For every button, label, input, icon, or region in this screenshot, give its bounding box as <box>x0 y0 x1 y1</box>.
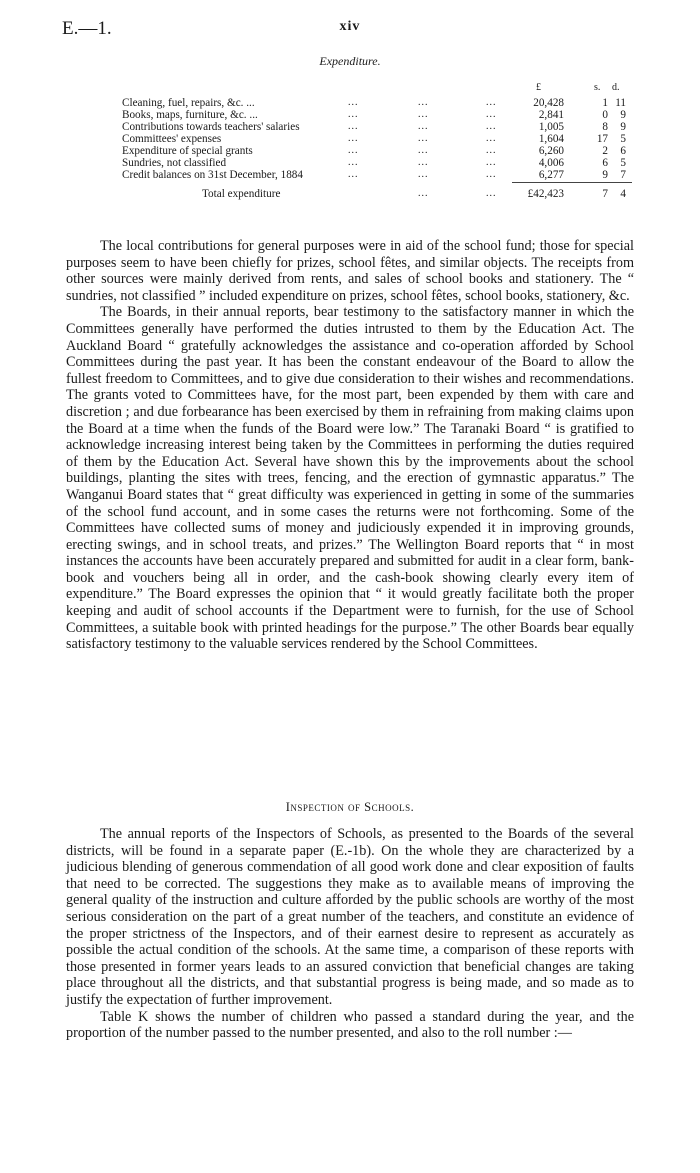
total-rule <box>512 182 632 183</box>
leader-dots: ... <box>348 97 359 108</box>
leader-dots: ... <box>486 188 497 199</box>
expenditure-label: Credit balances on 31st December, 1884 <box>122 169 303 181</box>
amount-shillings: 8 <box>602 121 608 133</box>
amount-pounds: 1,005 <box>538 121 564 133</box>
leader-dots: ... <box>348 169 359 180</box>
leader-dots: ... <box>418 169 429 180</box>
leader-dots: ... <box>418 188 429 199</box>
amount-shillings: 9 <box>602 169 608 181</box>
amount-pence: 9 <box>620 109 626 121</box>
amount-shillings: 17 <box>596 133 608 145</box>
expenditure-title: Expenditure. <box>319 54 381 68</box>
amount-pence: 9 <box>620 121 626 133</box>
expenditure-row <box>122 97 634 109</box>
expenditure-label: Contributions towards teachers' salaries <box>122 121 300 133</box>
leader-dots: ... <box>418 121 429 132</box>
leader-dots: ... <box>348 109 359 120</box>
expenditure-row <box>122 157 634 169</box>
amount-shillings: 6 <box>602 157 608 169</box>
total-shillings: 7 <box>602 188 608 200</box>
paragraph: The Boards, in their annual reports, bear testimony to the satisfactory manner in which the Committees generally have performed the duties intrusted to them by the Education Act. The Auckland Board “ gratefully acknowledges the assistance and co-operation afforded by School Committees during the past year. It has been the constant endeavour of the Board to allow the fullest freedom to Committees, and to give due consideration to their wishes and recommendations. The grants voted to Committees have, for the most part, been expended by them with care and discretion ; and due forbearance has been exercised by them in refraining from making claims upon the Board at a time when the funds of the Board were low.” The Taranaki Board “ is gratified to acknowledge increasing interest being taken by the Committees in performing the duties required of them by the Education Act. Several have shown this by the improvements about the school buildings, planting the sites with trees, fencing, and the erection of gymnastic apparatus.” The Wanganui Board states that “ great difficulty was experienced in getting in some of the summaries of the school fund account, and in some cases the returns were not forthcoming. Some of the Committees have collected sums of money and judiciously expended it in improving grounds, erecting swings, and in school treats, and prizes.” The Wellington Board reports that “ in most instances the accounts have been accurately prepared and submitted for audit in a clear form, bank-book and vouchers being all in order, and the cash-book showing clearly every item of expenditure.” The Board expresses the opinion that “ it would greatly facilitate both the proper keeping and audit of school accounts if the Department were to furnish, for the use of School Committees, a suitable book with printed headings for the purpose.” The other Boards bear equally satisfactory testimony to the valuable services rendered by the School Committees. <box>66 304 634 653</box>
expenditure-row <box>122 109 634 121</box>
total-pounds: £42,423 <box>527 188 564 200</box>
expenditure-label: Committees' expenses <box>122 133 222 145</box>
amount-pence: 5 <box>620 157 626 169</box>
amount-pounds: 2,841 <box>538 109 564 121</box>
section-title: Inspection of Schools. <box>285 800 415 814</box>
amount-pounds: 4,006 <box>538 157 564 169</box>
amount-pence: 6 <box>620 145 626 157</box>
leader-dots: ... <box>418 145 429 156</box>
amount-pounds: 6,260 <box>538 145 564 157</box>
amount-pounds: 6,277 <box>538 169 564 181</box>
expenditure-label: Expenditure of special grants <box>122 145 253 157</box>
leader-dots: ... <box>418 109 429 120</box>
expenditure-total-row <box>122 188 634 202</box>
amount-shillings: 1 <box>602 97 608 109</box>
amount-pence: 11 <box>615 97 626 109</box>
inspection-discussion <box>66 826 634 1042</box>
amount-pounds: 20,428 <box>533 97 564 109</box>
currency-units-header <box>523 82 628 95</box>
amount-pounds: 1,604 <box>538 133 564 145</box>
leader-dots: ... <box>348 121 359 132</box>
expenditure-label: Cleaning, fuel, repairs, &c. ... <box>122 97 255 109</box>
leader-dots: ... <box>486 97 497 108</box>
total-pence: 4 <box>620 188 626 200</box>
leader-dots: ... <box>486 109 497 120</box>
leader-dots: ... <box>486 145 497 156</box>
paragraph: Table K shows the number of children who passed a standard during the year, and the proportion of the number passed to the number presented, and also to the roll number :— <box>66 1008 634 1042</box>
leader-dots: ... <box>348 145 359 156</box>
amount-pence: 7 <box>620 169 626 181</box>
document-reference: E.—1. <box>62 18 112 39</box>
expenditure-rows <box>122 97 634 181</box>
expenditure-row <box>122 145 634 157</box>
page-number: xiv <box>339 19 361 34</box>
leader-dots: ... <box>418 133 429 144</box>
expenditure-row <box>122 121 634 133</box>
page-header <box>62 18 638 42</box>
shillings-unit: s. <box>594 82 601 93</box>
amount-shillings: 0 <box>602 109 608 121</box>
leader-dots: ... <box>418 157 429 168</box>
leader-dots: ... <box>486 133 497 144</box>
expenditure-row <box>122 169 634 181</box>
committees-discussion <box>66 238 634 653</box>
amount-pence: 5 <box>620 133 626 145</box>
leader-dots: ... <box>486 157 497 168</box>
expenditure-label: Books, maps, furniture, &c. ... <box>122 109 258 121</box>
pounds-unit: £ <box>536 82 541 93</box>
leader-dots: ... <box>486 169 497 180</box>
total-label: Total expenditure <box>202 188 281 200</box>
leader-dots: ... <box>418 97 429 108</box>
paragraph: The local contributions for general purposes were in aid of the school fund; those for special purposes seem to have been chiefly for prizes, school fêtes, and similar objects. The receipts from other sources were mainly derived from rents, and sales of school books and stationery. The “ sundries, not classified ” included expenditure on prizes, school fêtes, school books, stationery, &c. <box>66 238 634 304</box>
amount-shillings: 2 <box>602 145 608 157</box>
expenditure-label: Sundries, not classified <box>122 157 227 169</box>
leader-dots: ... <box>348 157 359 168</box>
paragraph: The annual reports of the Inspectors of Schools, as presented to the Boards of the several districts, will be found in a separate paper (E.-1b). On the whole they are characterized by a judicious blending of generous commendation of all good work done and clear exposition of faults that need to be corrected. The suggestions they make as to available means of improving the general quality of the instruction and culture afforded by the public schools are worthy of the most serious consideration on the part of a great number of the teachers, and constitute an evidence of the proper strictness of the Inspectors, and of their earnest desire to represent as accurately as possible the actual condition of the schools. At the same time, a comparison of these reports with those presented in former years leads to an assured conviction that beneficial changes are taking place throughout all the districts, and that substantial progress is being made, and so made as to justify the expectation of further improvement. <box>66 826 634 1008</box>
expenditure-row <box>122 133 634 145</box>
leader-dots: ... <box>348 133 359 144</box>
leader-dots: ... <box>486 121 497 132</box>
pence-unit: d. <box>612 82 620 93</box>
